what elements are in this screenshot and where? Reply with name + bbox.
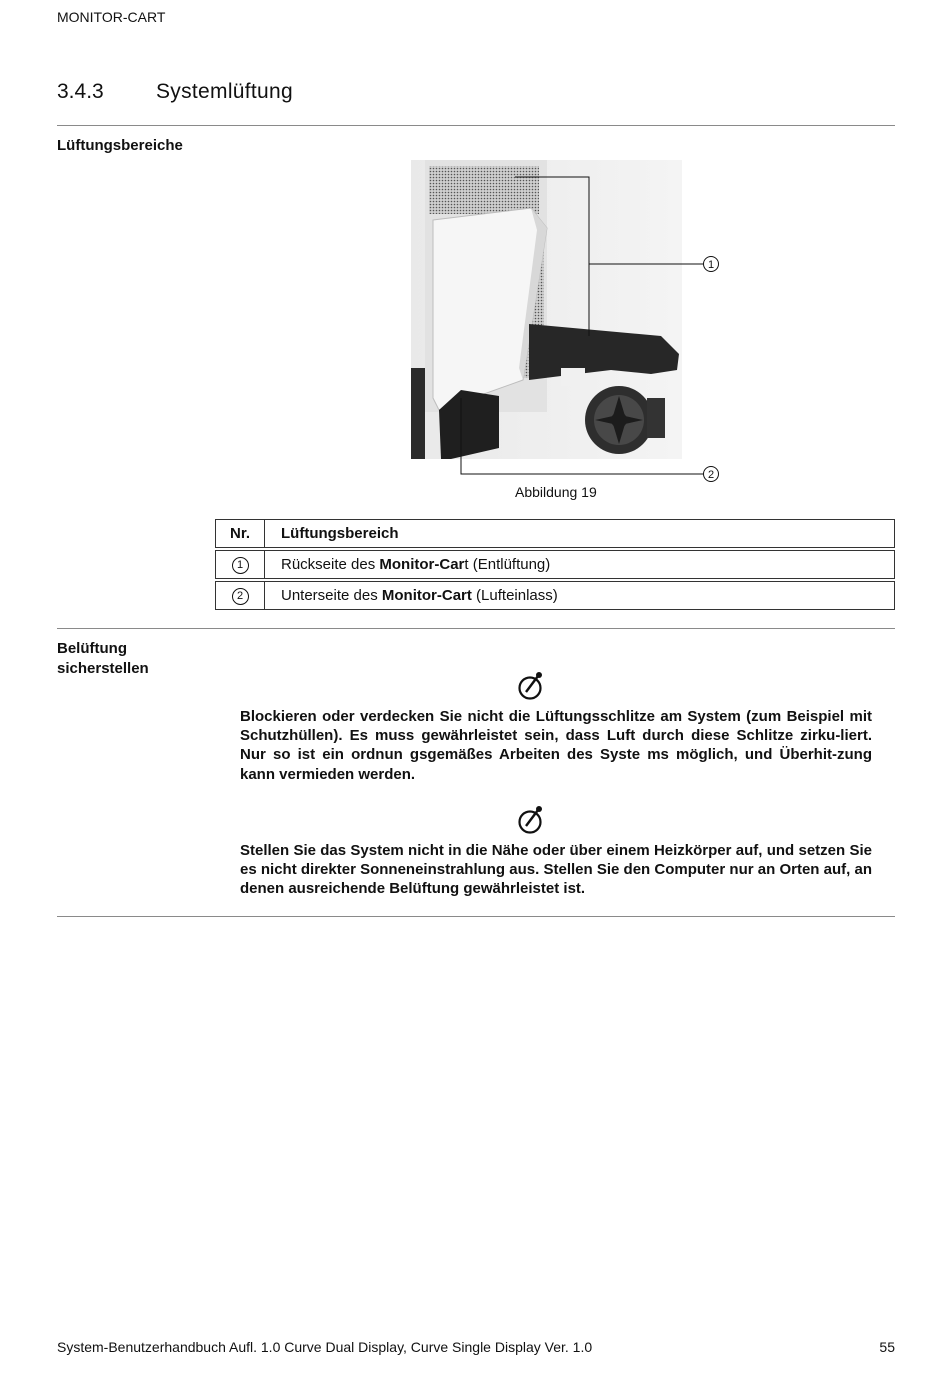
table-row — [215, 550, 895, 579]
row-number-badge: 2 — [232, 588, 249, 605]
note-text-1: Blockieren oder verdecken Sie nicht die Lüftungsschlitze am System (zum Beispiel mit Schutzhüllen). Es muss gewährleistet sein, dass Luft durch diese Schlitze zirku-liert. Nur so ist ein ordnun gsgemäßes Arbeiten des Syste ms möglich, und Überhit-zung kann vermieden werden. — [240, 708, 872, 783]
areas-label: Lüftungsbereiche — [57, 137, 183, 154]
legend-table — [215, 519, 895, 610]
section-divider — [57, 916, 895, 917]
table-row — [215, 581, 895, 610]
section-number: 3.4.3 — [57, 80, 104, 103]
note-text-2: Stellen Sie das System nicht in die Nähe oder über einem Heizkörper auf, und setzen Sie es nicht direkter Sonneneinstrahlung aus. Stellen Sie den Computer nur an Orten auf, an denen ausreichende Belüftung gewährleistet ist. — [240, 842, 872, 898]
callout-2 — [704, 467, 719, 482]
ventilation-label: Belüftung sicherstellen — [57, 640, 149, 677]
row-description: Rückseite des Monitor-Cart (Entlüftung) — [265, 550, 895, 579]
callout-1 — [704, 257, 719, 272]
header-area: Lüftungsbereich — [265, 519, 895, 548]
legend-header-row — [215, 519, 895, 548]
section-divider — [57, 628, 895, 629]
footer-title: System-Benutzerhandbuch Aufl. 1.0 Curve Dual Display, Curve Single Display Ver. 1.0 — [57, 1339, 593, 1355]
row-number-badge: 1 — [232, 557, 249, 574]
cart-photo — [411, 160, 682, 459]
row-description: Unterseite des Monitor-Cart (Lufteinlass) — [265, 581, 895, 610]
section-divider — [57, 125, 895, 126]
section-title: Systemlüftung — [156, 80, 293, 103]
callout-1-label: 1 — [707, 259, 715, 271]
monitor-cart-figure — [411, 158, 731, 488]
figure-caption: Abbildung 19 — [515, 484, 597, 500]
page-number: 55 — [879, 1339, 895, 1355]
note-pen-icon — [517, 671, 545, 701]
header-nr: Nr. — [215, 519, 265, 548]
note-pen-icon — [517, 805, 545, 835]
running-header: MONITOR-CART — [57, 9, 166, 25]
callout-2-label: 2 — [707, 469, 715, 481]
